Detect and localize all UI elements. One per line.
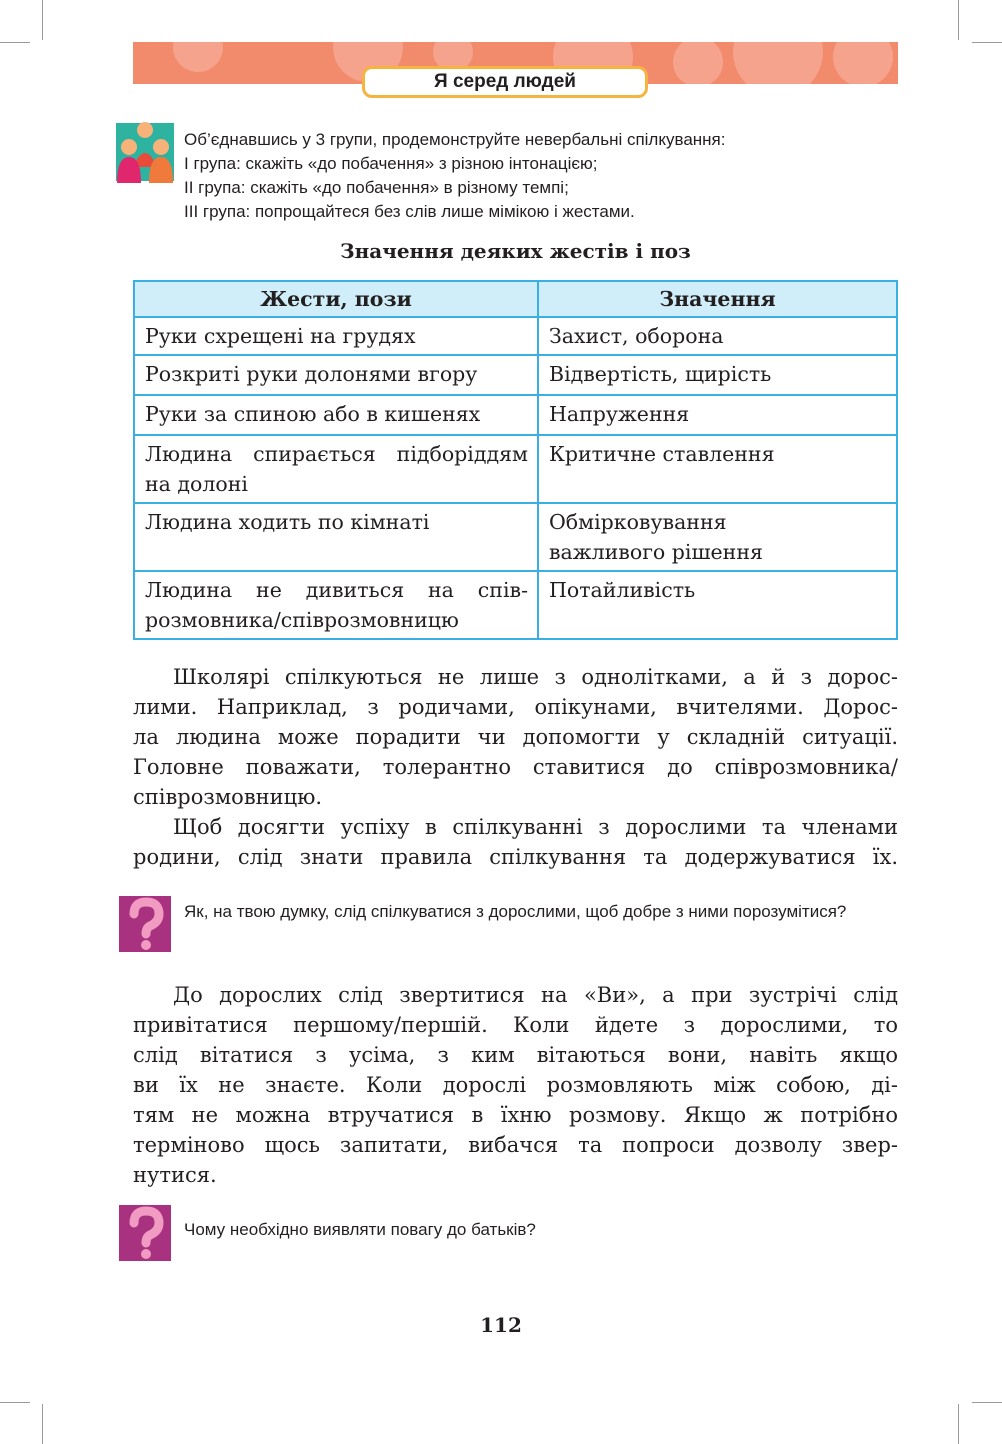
gestures-table (133, 280, 898, 640)
meaning-cell: Напруження (538, 395, 897, 435)
paragraph-line: До дорослих слід звертитися на «Ви», а при зустрічі слід (173, 983, 898, 1007)
paragraph-line: ви їх не знаєте. Коли дорослі розмовляють між собою, ді- (133, 1073, 898, 1097)
paragraph-line: Щоб досягти успіху в спілкуванні з дорослими та членами (173, 815, 898, 839)
page-number: 112 (480, 1313, 522, 1337)
paragraph-line: родини, слід знати правила спілкування та додержуватися їх. (133, 845, 898, 869)
paragraph-line: нутися. (133, 1163, 217, 1187)
meaning-cell: Захист, оборона (538, 317, 897, 355)
paragraph-line: терміново щось запитати, вибачся та попроси дозволу звер- (133, 1133, 898, 1157)
body-paragraph (133, 662, 898, 812)
gesture-cell: Людина спирається підборіддям на долоні (134, 435, 538, 503)
gesture-cell: Людина ходить по кімнаті (134, 503, 538, 571)
gesture-cell: Людина не дивиться на співрозмовника/співрозмовницю (134, 571, 538, 639)
gesture-cell: Руки схрещені на грудях (134, 317, 538, 355)
crop-mark (42, 0, 43, 40)
body-paragraph (133, 812, 898, 872)
body-paragraph (133, 980, 898, 1190)
paragraph-line: співрозмовницю. (133, 785, 323, 809)
crop-mark (42, 1404, 43, 1444)
task-line: Об’єднавшись у 3 групи, продемонструйте невербальні спілкування: (184, 130, 726, 149)
table-row (134, 571, 897, 639)
meaning-cell: Обмірковування важливого рішення (538, 503, 897, 571)
table-row (134, 435, 897, 503)
question-text: Як, на твою думку, слід спілкуватися з дорослими, щоб добре з ними порозумітися? (184, 902, 847, 921)
question-mark-icon (119, 1205, 171, 1261)
group-task (184, 128, 894, 224)
crop-mark (0, 42, 30, 43)
paragraph-line: лими. Наприклад, з родичами, опікунами, вчителями. Дорос- (133, 695, 898, 719)
paragraph-line: Головне поважати, толерантно ставитися до співрозмовника/ (133, 755, 898, 779)
task-line: ІІ група: скажіть «до побачення» в різному темпі; (184, 178, 569, 197)
section-title: Я серед людей (362, 66, 648, 98)
crop-mark (958, 1404, 959, 1444)
paragraph-line: Школярі спілкуються не лише з однолітками, а й з дорос- (173, 665, 898, 689)
table-caption: Значення деяких жестів і поз (340, 239, 691, 263)
table-row (134, 317, 897, 355)
paragraph-line: тям не можна втручатися в їхню розмову. Якщо ж потрібно (133, 1103, 898, 1127)
table-header-row (134, 281, 897, 317)
table-row (134, 395, 897, 435)
meaning-cell: Потайливість (538, 571, 897, 639)
meaning-cell: Відвертість, щирість (538, 355, 897, 395)
question-text: Чому необхідно виявляти повагу до батьків? (184, 1220, 536, 1239)
meaning-cell: Критичне ставлення (538, 435, 897, 503)
gesture-cell: Розкриті руки долонями вгору (134, 355, 538, 395)
table-header-gesture: Жести, пози (134, 281, 538, 317)
task-line: ІІІ група: попрощайтеся без слів лише мімікою і жестами. (184, 202, 635, 221)
paragraph-line: слід вітатися з усіма, з ким вітаються вони, навіть якщо (133, 1043, 898, 1067)
table-row (134, 503, 897, 571)
crop-mark (972, 42, 1002, 43)
task-line: І група: скажіть «до побачення» з різною інтонацією; (184, 154, 598, 173)
crop-mark (958, 0, 959, 40)
gesture-cell: Руки за спиною або в кишенях (134, 395, 538, 435)
crop-mark (0, 1402, 30, 1403)
group-people-icon (116, 121, 174, 183)
paragraph-line: ла людина може порадити чи допомогти у складній ситуації. (133, 725, 898, 749)
paragraph-line: привітатися першому/першій. Коли йдете з дорослими, то (133, 1013, 898, 1037)
crop-mark (972, 1402, 1002, 1403)
table-row (134, 355, 897, 395)
question-mark-icon (119, 896, 171, 952)
table-header-meaning: Значення (538, 281, 897, 317)
